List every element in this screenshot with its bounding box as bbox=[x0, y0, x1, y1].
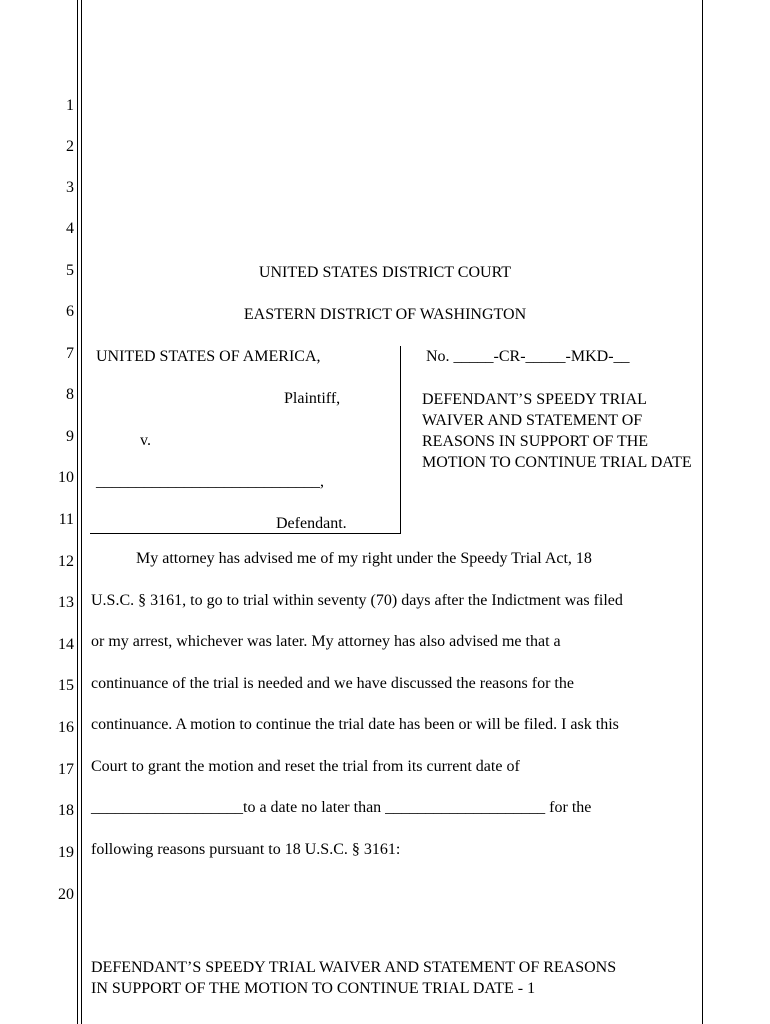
left-margin-rule-inner bbox=[81, 0, 82, 1024]
caption-divider bbox=[400, 346, 401, 534]
footer-line-2: IN SUPPORT OF THE MOTION TO CONTINUE TRIAL DATE - 1 bbox=[91, 980, 536, 997]
defendant-label: Defendant. bbox=[276, 515, 347, 532]
left-margin-rule-outer bbox=[77, 0, 78, 1024]
line-number: 15 bbox=[58, 677, 74, 694]
right-margin-rule bbox=[702, 0, 703, 1024]
line-number: 8 bbox=[66, 386, 74, 403]
line-number: 4 bbox=[66, 220, 74, 237]
line-number: 13 bbox=[58, 594, 74, 611]
caption-bottom-rule bbox=[90, 533, 401, 534]
defendant-name-blank: ____________________________, bbox=[96, 473, 324, 490]
document-title: DEFENDANT’S SPEEDY TRIAL WAIVER AND STATEMENT OF REASONS IN SUPPORT OF THE MOTION TO CONTINUE TRIAL DATE bbox=[422, 391, 692, 471]
line-number: 7 bbox=[66, 345, 74, 362]
court-district: EASTERN DISTRICT OF WASHINGTON bbox=[243, 306, 527, 323]
line-number: 10 bbox=[58, 469, 74, 486]
line-number: 1 bbox=[66, 97, 74, 114]
plaintiff-label: Plaintiff, bbox=[284, 390, 341, 407]
line-number: 14 bbox=[58, 636, 74, 653]
court-name: UNITED STATES DISTRICT COURT bbox=[258, 264, 512, 281]
line-number: 12 bbox=[58, 553, 74, 570]
plaintiff-name: UNITED STATES OF AMERICA, bbox=[96, 348, 321, 365]
line-number: 9 bbox=[66, 428, 74, 445]
body-line: continuance. A motion to continue the trial date has been or will be filed. I ask this bbox=[91, 716, 619, 733]
footer-line-1: DEFENDANT’S SPEEDY TRIAL WAIVER AND STATEMENT OF REASONS bbox=[91, 959, 617, 976]
line-number: 2 bbox=[66, 138, 74, 155]
body-line: ___________________to a date no later than ____________________ for the bbox=[91, 799, 592, 816]
body-line: following reasons pursuant to 18 U.S.C. § 3161: bbox=[91, 841, 401, 858]
versus-label: v. bbox=[140, 432, 151, 449]
line-number: 20 bbox=[58, 886, 74, 903]
case-number: No. _____-CR-_____-MKD-__ bbox=[426, 348, 630, 365]
line-number: 18 bbox=[58, 802, 74, 819]
line-number: 16 bbox=[58, 719, 74, 736]
line-number: 11 bbox=[58, 511, 74, 528]
body-line: continuance of the trial is needed and we have discussed the reasons for the bbox=[91, 675, 574, 692]
line-number: 19 bbox=[58, 844, 74, 861]
line-number: 5 bbox=[66, 262, 74, 279]
line-number: 3 bbox=[66, 179, 74, 196]
body-line: Court to grant the motion and reset the trial from its current date of bbox=[91, 758, 520, 775]
body-line: My attorney has advised me of my right under the Speedy Trial Act, 18 bbox=[136, 550, 592, 567]
body-line: or my arrest, whichever was later. My attorney has also advised me that a bbox=[91, 633, 561, 650]
line-number: 6 bbox=[66, 303, 74, 320]
line-number: 17 bbox=[58, 761, 74, 778]
body-line: U.S.C. § 3161, to go to trial within seventy (70) days after the Indictment was filed bbox=[91, 592, 623, 609]
page-footer bbox=[91, 957, 691, 999]
